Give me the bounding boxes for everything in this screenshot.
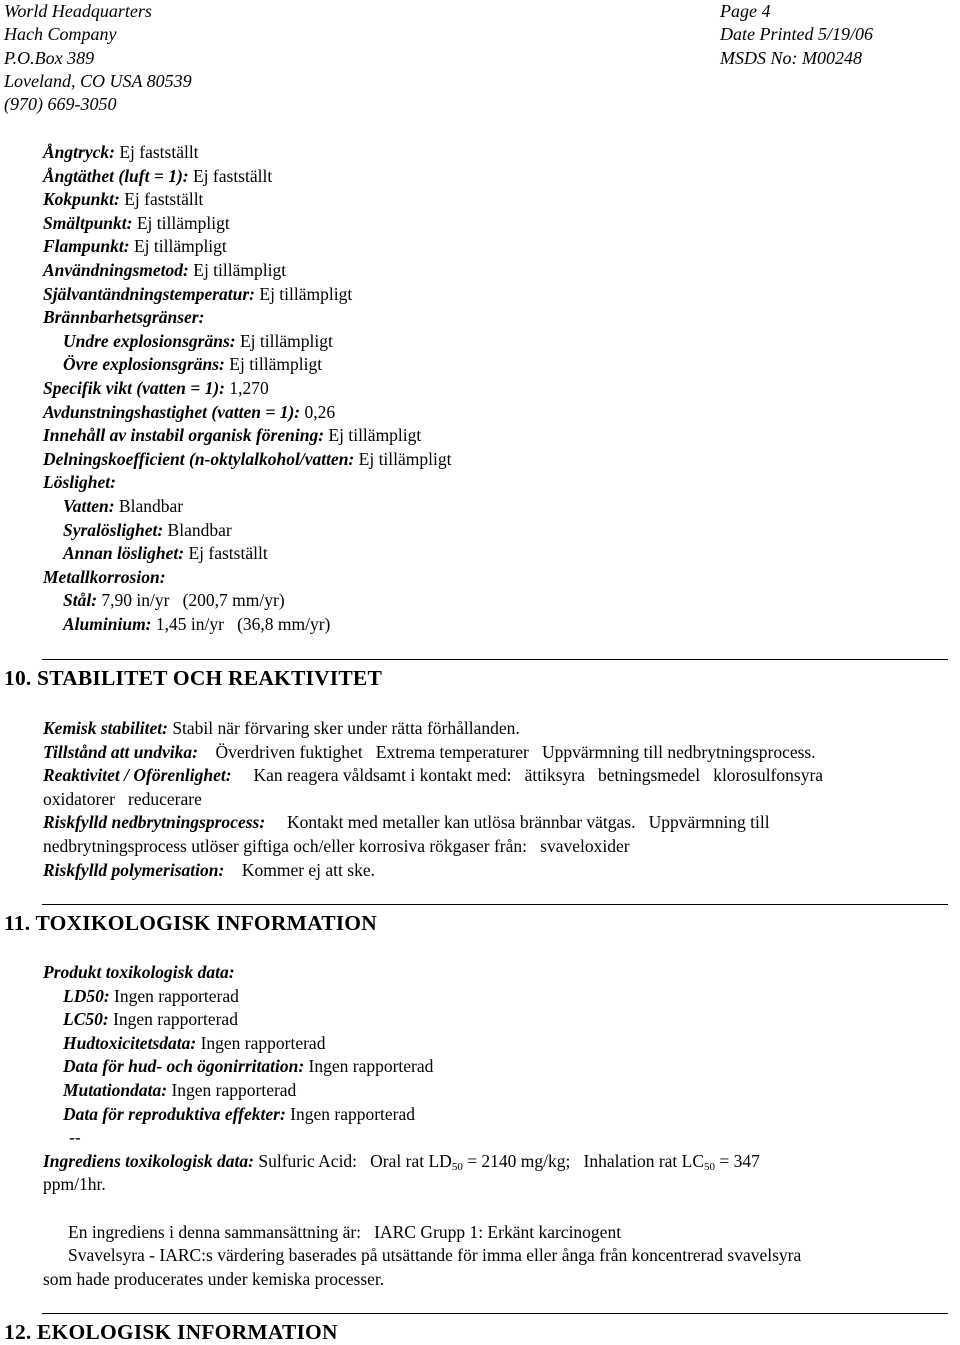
field-label: Data för reproduktiva effekter: [63,1103,286,1124]
prop-label: Användningsmetod: [43,259,189,280]
field-label: Data för hud- och ögonirritation: [63,1056,305,1077]
field-label: LD50: [63,985,110,1006]
section-divider [42,904,948,905]
prop-value: Ej tillämpligt [132,212,230,233]
prop-flammability [43,306,960,330]
prop-value: Blandbar [163,519,232,540]
prop-acid-solubility [43,519,960,543]
prop-label: Aluminium: [63,613,152,634]
prop-corrosion [43,566,960,590]
prop-value: Ej tillämpligt [224,354,323,375]
field-label: Riskfylld nedbrytningsprocess: [43,812,266,833]
prop-method [43,259,960,283]
prop-label: Syralöslighet: [63,519,164,540]
field-value: Kommer ej att ske. [224,859,375,880]
prop-label: Löslighet: [43,472,116,493]
prop-value: Blandbar [114,495,184,516]
field-value: Ingen rapporterad [108,1009,238,1030]
prop-lower-limit [43,330,960,354]
polymerization-row [43,859,960,883]
field-label: LC50: [63,1009,109,1030]
dashes: -- [69,1127,81,1148]
field-value: Sulfuric Acid: Oral rat LD [254,1150,452,1171]
field-label: Reaktivitet / Oförenlighet: [43,765,232,786]
company-address [4,0,192,116]
section-10-body [43,717,960,882]
reproductive-row [43,1103,960,1127]
document-meta [720,0,873,70]
product-tox-heading [43,961,960,985]
prop-water [43,495,960,519]
prop-value: 1,270 [225,377,269,398]
ingredient-tox-row [43,1150,960,1174]
subscript: 50 [704,1160,716,1173]
address-line: (970) 669-3050 [4,94,117,115]
field-value: Ingen rapporterad [285,1103,416,1124]
stability-row [43,717,960,741]
section-divider [42,659,948,660]
prop-value: 1,45 in/yr (36,8 mm/yr) [151,613,331,634]
field-label: Mutationdata: [63,1079,168,1100]
spacer [43,1197,960,1221]
prop-solubility [43,471,960,495]
prop-value: Ej fastställt [119,189,204,210]
field-value: Ingen rapporterad [109,985,239,1006]
prop-value: 7,90 in/yr (200,7 mm/yr) [97,590,285,611]
section-10-title: 10. STABILITET OCH REAKTIVITET [4,666,382,690]
prop-value: Ej tillämpligt [354,448,452,469]
prop-label: Flampunkt: [43,236,130,257]
iarc-note: Svavelsyra - IARC:s värdering baserades på utsättande för imma eller ånga från koncentrerad svavelsyra [68,1245,802,1266]
prop-value: Ej fastställt [184,543,268,564]
prop-label: Självantändningstemperatur: [43,283,255,304]
prop-value: Ej tillämpligt [235,330,333,351]
prop-vapor-pressure [43,141,960,165]
field-value: Stabil när förvaring sker under rätta förhållanden. [167,718,520,738]
prop-label: Stål: [63,590,98,611]
field-value: Ingen rapporterad [304,1056,434,1077]
field-value: Kontakt med metaller kan utlösa brännbar vätgas. Uppvärmning till [265,812,770,833]
field-label: Hudtoxicitetsdata: [63,1032,197,1053]
prop-label: Övre explosionsgräns: [63,354,225,375]
section-11-title: 11. TOXIKOLOGISK INFORMATION [4,911,377,935]
prop-label: Metallkorrosion: [43,566,166,587]
field-value: Ingen rapporterad [196,1032,326,1053]
section-divider [42,1313,948,1314]
field-label: Ingrediens toxikologisk data: [43,1150,254,1171]
prop-other-solubility [43,542,960,566]
prop-value: Ej tillämpligt [324,425,422,446]
prop-evaporation [43,401,960,425]
prop-upper-limit [43,353,960,377]
lc50-row [43,1008,960,1032]
address-line: Loveland, CO USA 80539 [4,70,192,91]
field-value: Överdriven fuktighet Extrema temperaturer Uppvärmning till nedbrytningsprocess. [197,741,816,762]
prop-boiling-point [43,188,960,212]
field-label: Kemisk stabilitet: [43,718,168,738]
section-11-body [43,961,960,1291]
reactivity-row-continued: oxidatorer reducerare [43,788,202,809]
page-number: Page 4 [720,1,771,21]
prop-label: Ångtryck: [43,142,115,162]
ld50-row [43,985,960,1009]
address-line: Hach Company [4,24,117,45]
prop-flash-point [43,235,960,259]
prop-value: Ej fastställt [114,142,199,162]
dermal-row [43,1032,960,1056]
prop-aluminium [43,613,960,637]
address-line: P.O.Box 389 [4,47,95,68]
prop-label: Innehåll av instabil organisk förening: [43,425,325,446]
prop-value: Ej tillämpligt [255,283,353,304]
iarc-line: En ingrediens i denna sammansättning är: IARC Grupp 1: Erkänt karcinogent [68,1221,622,1242]
ingredient-tox-continued: ppm/1hr. [43,1174,106,1195]
iarc-note-continued: som hade producerates under kemiska processer. [43,1268,385,1289]
physical-properties [43,141,960,636]
prop-value: Ej fastställt [188,165,273,186]
prop-value: Ej tillämpligt [188,259,287,280]
address-line: World Headquarters [4,1,152,21]
prop-melting-point [43,212,960,236]
conditions-to-avoid-row [43,741,960,765]
prop-label: Avdunstningshastighet (vatten = 1): [43,401,301,422]
field-label: Tillstånd att undvika: [43,741,198,762]
prop-autoignition [43,283,960,307]
prop-steel [43,589,960,613]
field-value: = 2140 mg/kg; Inhalation rat LC [462,1150,705,1171]
prop-label: Specifik vikt (vatten = 1): [43,377,226,398]
prop-label: Ångtäthet (luft = 1): [43,165,189,186]
reactivity-row [43,764,960,788]
field-value: Kan reagera våldsamt i kontakt med: ättiksyra betningsmedel klorosulfonsyra [231,765,824,786]
msds-number: MSDS No: M00248 [720,47,862,68]
prop-label: Brännbarhetsgränser: [43,307,205,328]
field-value: Ingen rapporterad [167,1079,297,1100]
prop-label: Kokpunkt: [43,189,120,210]
prop-label: Delningskoefficient (n-oktylalkohol/vatten: [43,448,355,469]
prop-label: Vatten: [63,495,115,516]
prop-label: Smältpunkt: [43,212,133,233]
prop-value: Ej tillämpligt [129,236,227,257]
prop-label: Undre explosionsgräns: [63,330,236,351]
decomposition-row-continued: nedbrytningsprocess utlöser giftiga och/eller korrosiva rökgaser från: svaveloxider [43,835,630,856]
prop-value: 0,26 [300,401,336,422]
field-label: Riskfylld polymerisation: [43,859,225,880]
section-12-title: 12. EKOLOGISK INFORMATION [4,1320,338,1344]
field-label: Produkt toxikologisk data: [43,962,235,982]
field-value: = 347 [715,1150,760,1171]
prop-partition [43,448,960,472]
prop-label: Annan löslighet: [63,543,185,564]
prop-vapor-density [43,165,960,189]
subscript: 50 [451,1160,463,1173]
decomposition-row [43,811,960,835]
irritation-row [43,1055,960,1079]
prop-specific-gravity [43,377,960,401]
prop-voc [43,424,960,448]
date-printed: Date Printed 5/19/06 [720,24,873,45]
mutation-row [43,1079,960,1103]
